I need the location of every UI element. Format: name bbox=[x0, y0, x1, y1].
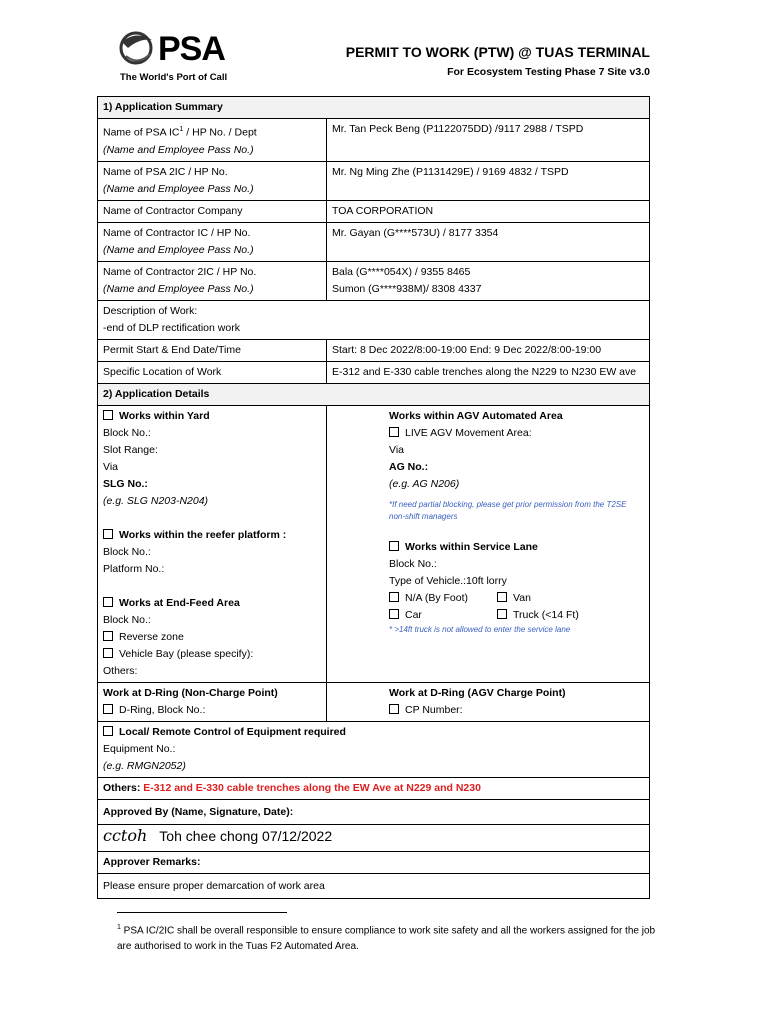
row-label: Name of Contractor 2IC / HP No. (Name and Employee Pass No.) bbox=[98, 261, 327, 300]
table-row bbox=[98, 222, 650, 261]
remote-control-checkbox[interactable] bbox=[103, 726, 113, 736]
table-row bbox=[98, 300, 650, 339]
psa-2ic-value: Mr. Ng Ming Zhe (P1131429E) / 9169 4832 / TSPD bbox=[327, 161, 650, 200]
contractor-2ic-value: Bala (G****054X) / 9355 8465 Sumon (G****938M)/ 8308 4337 bbox=[327, 261, 650, 300]
table-row bbox=[98, 682, 650, 721]
others-cell: Others: E-312 and E-330 cable trenches along the EW Ave at N229 and N230 bbox=[98, 777, 650, 799]
row-label: Specific Location of Work bbox=[98, 361, 327, 383]
dring-nc-checkbox[interactable] bbox=[103, 704, 113, 714]
row-label: Name of PSA 2IC / HP No. (Name and Employee Pass No.) bbox=[98, 161, 327, 200]
remarks-value: Please ensure proper demarcation of work area bbox=[98, 873, 650, 898]
table-row bbox=[98, 339, 650, 361]
yard-cell: Works within Yard Block No.: Slot Range: Via SLG No.: (e.g. SLG N203-N204) Works within the reefer platform : Block No.: Platform No.: Works at End-Feed Area Block No.: Reverse zone Vehicle Bay (please specify): Others: bbox=[98, 405, 327, 682]
description-of-work: Description of Work: -end of DLP rectification work bbox=[98, 300, 650, 339]
row-label: Name of PSA $IC^1$ / HP No. / Dept (Name and Employee Pass No.) bbox=[98, 119, 327, 162]
footnote-divider bbox=[117, 912, 287, 913]
location-value: E-312 and E-330 cable trenches along the N229 to N230 EW ave bbox=[327, 361, 650, 383]
table-row bbox=[98, 721, 650, 777]
logo-text: PSA bbox=[158, 30, 225, 68]
car-checkbox[interactable] bbox=[389, 609, 399, 619]
endfeed-checkbox[interactable] bbox=[103, 597, 113, 607]
approver-name-date: Toh chee chong 07/12/2022 bbox=[159, 827, 333, 844]
row-label: Permit Start & End Date/Time bbox=[98, 339, 327, 361]
approved-by-label: Approved By (Name, Signature, Date): bbox=[98, 799, 650, 824]
reefer-checkbox[interactable] bbox=[103, 529, 113, 539]
live-agv-checkbox[interactable] bbox=[389, 427, 399, 437]
row-label: Name of Contractor Company bbox=[98, 200, 327, 222]
permit-dates-value: Start: 8 Dec 2022/8:00-19:00 End: 9 Dec 2022/8:00-19:00 bbox=[327, 339, 650, 361]
dring-agv-cell: Work at D-Ring (AGV Charge Point) CP Number: bbox=[327, 682, 650, 721]
service-note: * >14ft truck is not allowed to enter the service lane bbox=[389, 624, 571, 634]
reverse-zone-checkbox[interactable] bbox=[103, 631, 113, 641]
contractor-company-value: TOA CORPORATION bbox=[327, 200, 650, 222]
table-row bbox=[98, 119, 650, 162]
table-row bbox=[98, 405, 650, 682]
psa-ic-value: Mr. Tan Peck Beng (P1122075DD) /9117 2988 / TSPD bbox=[327, 119, 650, 162]
table-row bbox=[98, 777, 650, 799]
table-row bbox=[98, 799, 650, 824]
psa-logo-icon bbox=[116, 26, 160, 70]
van-checkbox[interactable] bbox=[497, 592, 507, 602]
contractor-ic-value: Mr. Gayan (G****573U) / 8177 3354 bbox=[327, 222, 650, 261]
table-row bbox=[98, 873, 650, 898]
cp-number-checkbox[interactable] bbox=[389, 704, 399, 714]
truck-checkbox[interactable] bbox=[497, 609, 507, 619]
approval-cell bbox=[98, 824, 650, 851]
row-label: Name of Contractor IC / HP No. (Name and Employee Pass No.) bbox=[98, 222, 327, 261]
agv-note: *If need partial blocking, please get prior permission from the T2SE non-shift managers bbox=[389, 499, 627, 521]
table-row bbox=[98, 361, 650, 383]
remote-control-cell: Local/ Remote Control of Equipment required Equipment No.: (e.g. RMGN2052) bbox=[98, 721, 650, 777]
permit-form-table bbox=[97, 96, 650, 899]
remarks-label: Approver Remarks: bbox=[98, 851, 650, 873]
psa-logo bbox=[116, 26, 246, 86]
service-lane-checkbox[interactable] bbox=[389, 541, 399, 551]
vehicle-bay-checkbox[interactable] bbox=[103, 648, 113, 658]
agv-cell: Works within AGV Automated Area LIVE AGV Movement Area: Via AG No.: (e.g. AG N206) *If need partial blocking, please get prior permission from the T2SE non-shift managers Works within Service Lane Block No.: Type of Vehicle.:10ft lorry N/A (By Foot) Van Car Truck (<14 Ft) * >14ft truck is not allowed to enter the service lane bbox=[327, 405, 650, 682]
footnote: $^1$ PSA IC/2IC shall be overall responsible to ensure compliance to work site safety and all the workers assigned for the job are authorised to work in the Tuas F2 Automated Area. bbox=[117, 924, 656, 953]
table-row bbox=[98, 824, 650, 851]
table-row bbox=[98, 161, 650, 200]
section1-heading: 1) Application Summary bbox=[98, 97, 650, 119]
dring-nc-cell: Work at D-Ring (Non-Charge Point) D-Ring, Block No.: bbox=[98, 682, 327, 721]
logo-tagline: The World's Port of Call bbox=[120, 72, 228, 83]
table-row bbox=[98, 261, 650, 300]
page-subtitle: For Ecosystem Testing Phase 7 Site v3.0 bbox=[447, 66, 650, 78]
table-row bbox=[98, 851, 650, 873]
na-checkbox[interactable] bbox=[389, 592, 399, 602]
yard-checkbox[interactable] bbox=[103, 410, 113, 420]
page-title: PERMIT TO WORK (PTW) @ TUAS TERMINAL bbox=[345, 44, 650, 60]
table-row bbox=[98, 200, 650, 222]
signature: cctoh bbox=[103, 825, 148, 845]
section2-heading: 2) Application Details bbox=[98, 383, 650, 405]
